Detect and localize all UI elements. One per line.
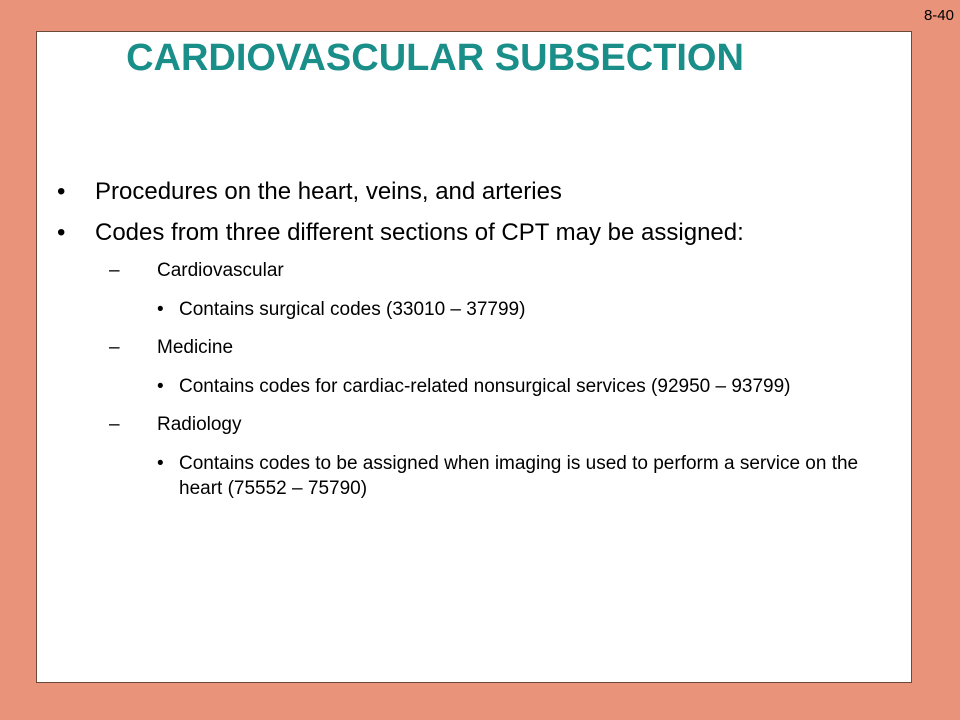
bullet-icon: • [157,299,164,320]
slide-content [57,175,877,515]
bullet-item [57,216,877,249]
bullet-icon: • [57,219,66,246]
section-detail-text: Contains codes for cardiac-related nonsurgical services (92950 – 93799) [179,376,791,397]
bullet-icon: • [57,178,66,205]
dash-icon: – [109,414,120,435]
bullet-icon: • [157,453,164,474]
dash-icon: – [109,337,120,358]
section-name: Radiology [157,414,242,435]
section-item-radiology [57,413,877,437]
bullet-icon: • [157,376,164,397]
section-name: Cardiovascular [157,260,284,281]
slide-panel [36,31,912,683]
dash-icon: – [109,260,120,281]
section-detail [57,451,877,501]
section-name: Medicine [157,337,234,358]
section-detail-text: Contains surgical codes (33010 – 37799) [179,299,526,320]
section-detail-text: Contains codes to be assigned when imaging is used to perform a service on the heart (75552 – 75790) [179,453,859,499]
section-detail [57,374,877,399]
slide-title: CARDIOVASCULAR SUBSECTION [126,37,744,79]
section-item-cardiovascular [57,259,877,283]
bullet-text: Codes from three different sections of CPT may be assigned: [95,219,744,246]
section-item-medicine [57,336,877,360]
section-detail [57,297,877,322]
bullet-item [57,175,877,208]
bullet-text: Procedures on the heart, veins, and arteries [95,178,562,205]
page-number: 8-40 [923,7,954,24]
